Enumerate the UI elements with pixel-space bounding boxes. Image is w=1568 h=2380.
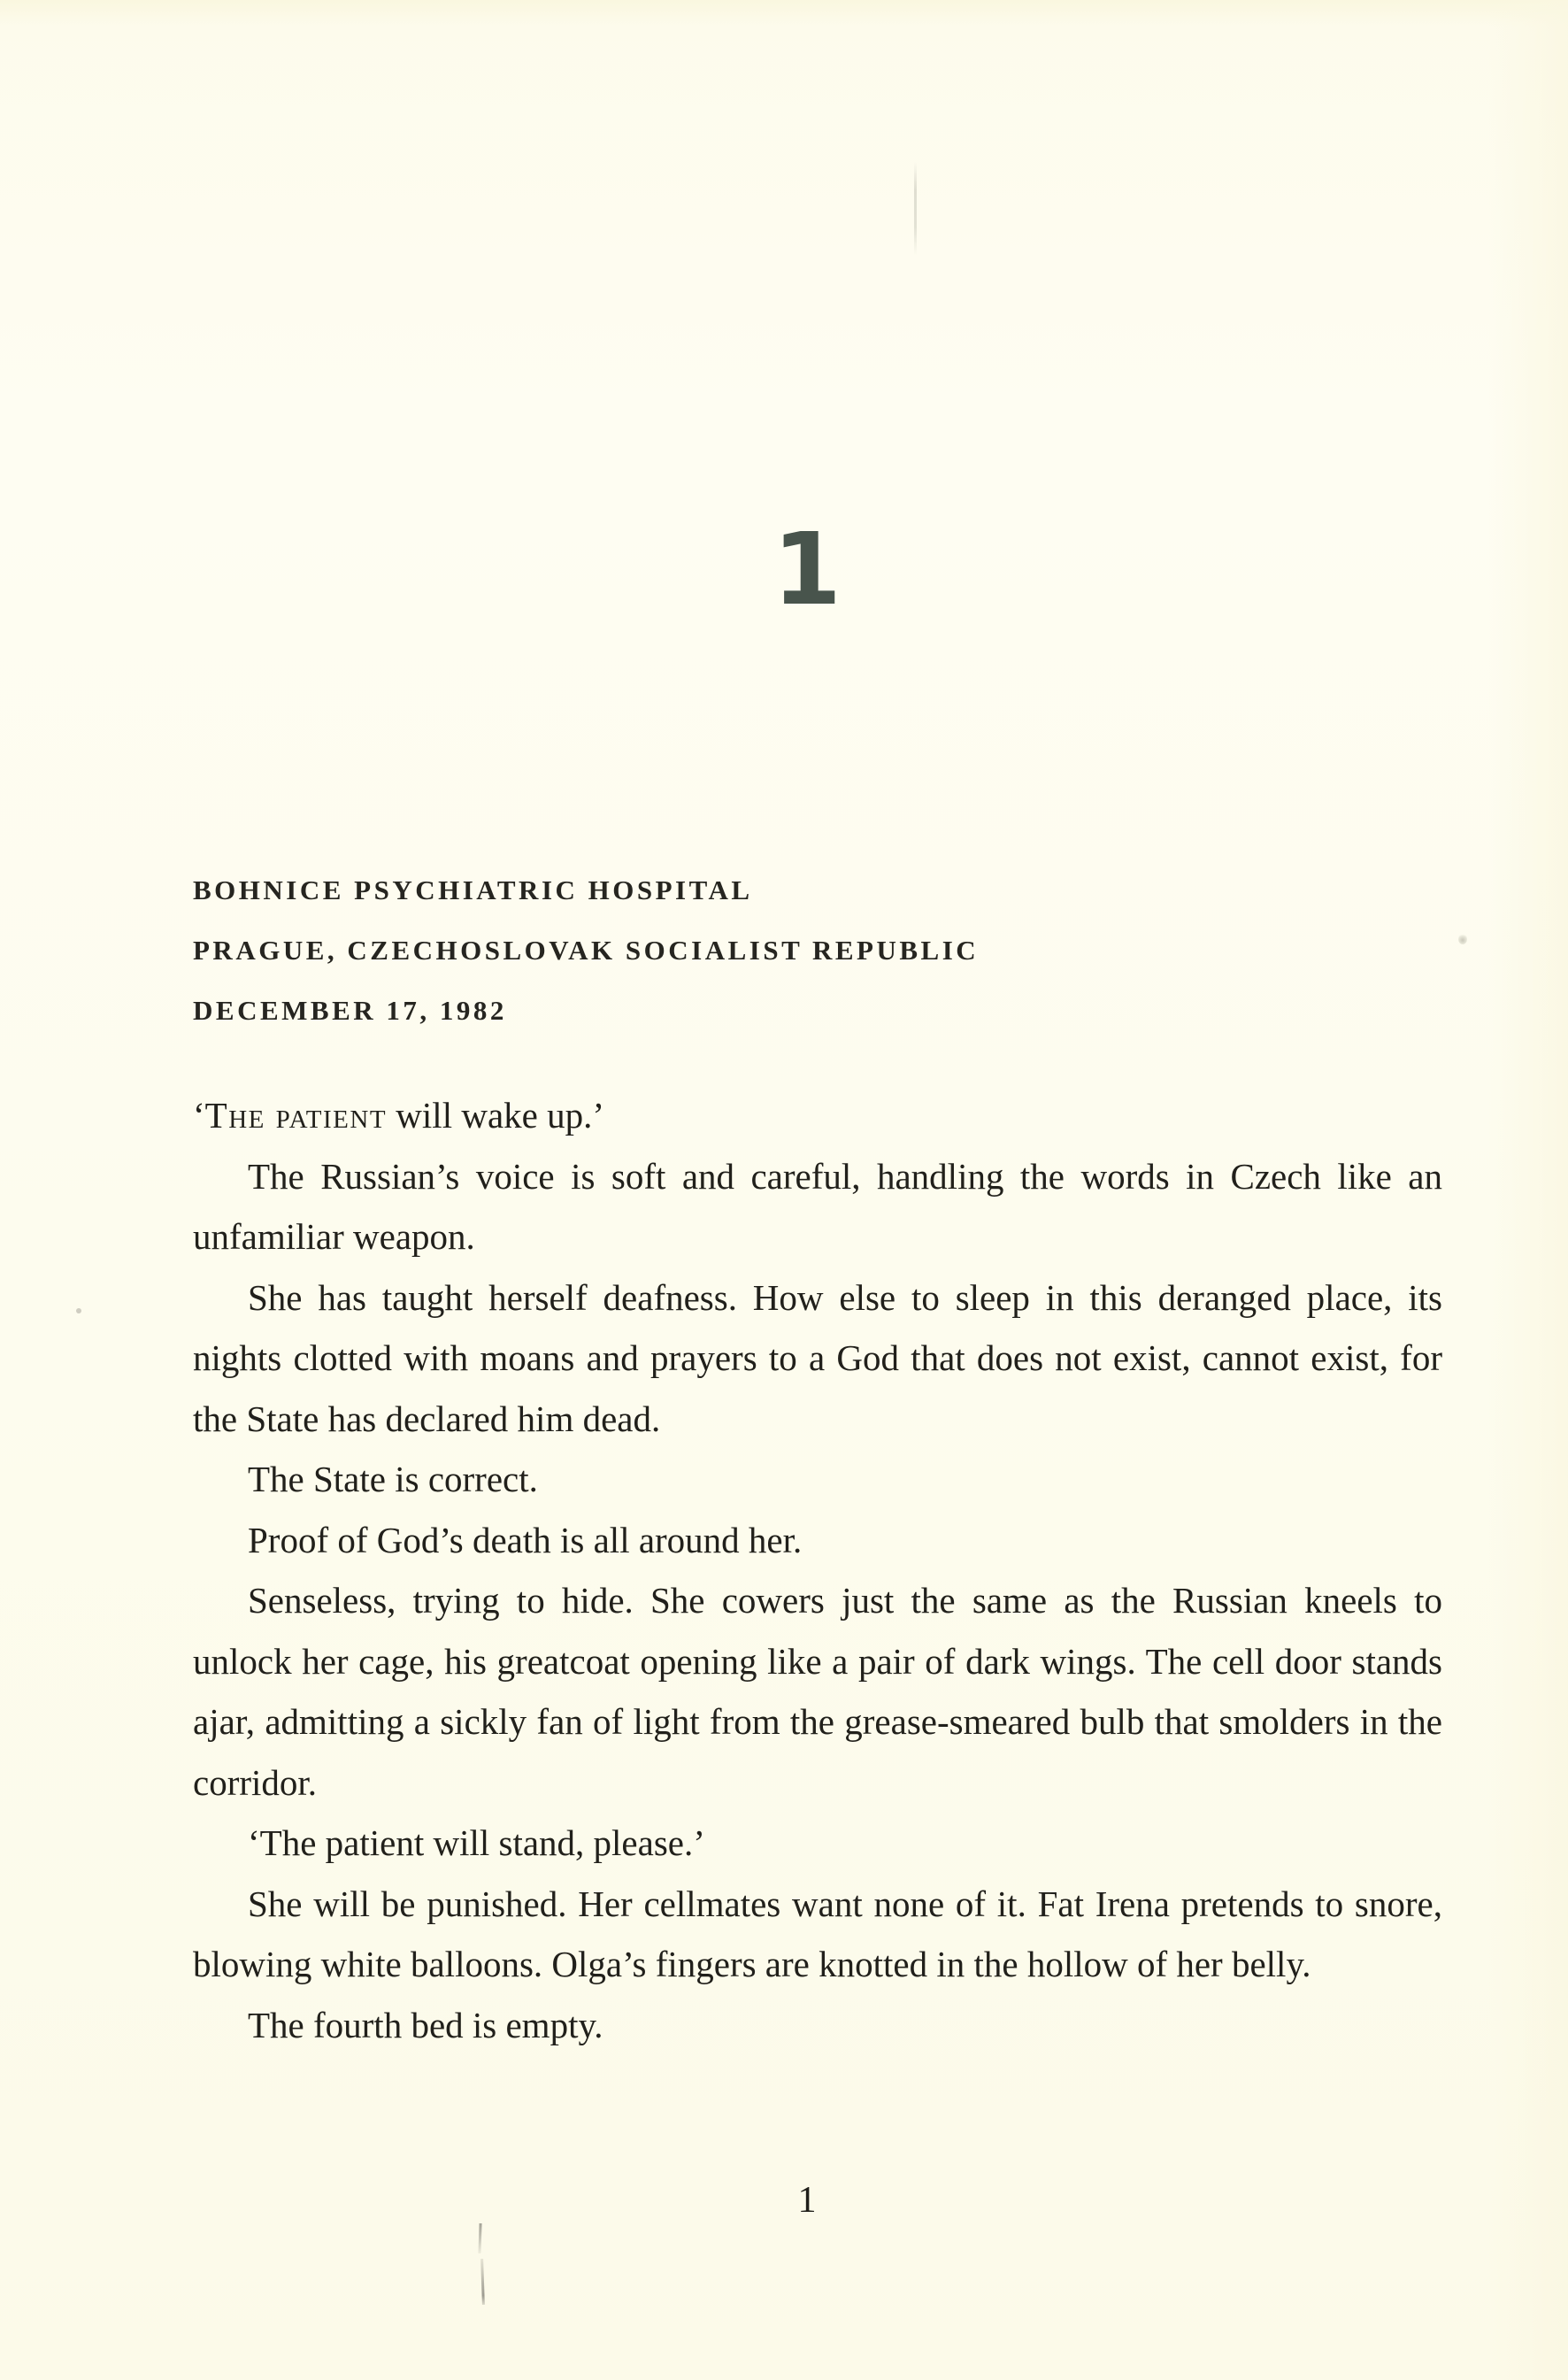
paragraph: Senseless, trying to hide. She cowers just the same as the Russian kneels to unlock her cage, his greatcoat opening like a pair of dark wings. The cell door stands ajar, admitting a sickly fan of light from the grease-smeared bulb that smolders in the corridor.: [193, 1580, 1442, 1803]
body-text-block: [193, 1085, 1442, 2055]
paragraph: The Russian’s voice is soft and careful, handling the words in Czech like an unfamiliar weapon.: [193, 1155, 1442, 1257]
paragraph: The State is correct.: [248, 1459, 538, 1499]
scan-tint-right: [1488, 0, 1568, 2380]
paragraph: She will be punished. Her cellmates want none of it. Fat Irena pretends to snore, blowing white balloons. Olga’s fingers are knotted in the hollow of her belly.: [193, 1883, 1442, 1984]
scan-scratch-artifact: [478, 2223, 481, 2253]
dateline-date: DECEMBER 17, 1982: [193, 995, 507, 1026]
paragraph: She has taught herself deafness. How else to sleep in this deranged place, its nights clotted with moans and prayers to a God that does not exist, cannot exist, for the State has declared him dead.: [193, 1276, 1442, 1439]
scan-speck-artifact: [1458, 934, 1467, 944]
dateline-city: PRAGUE, CZECHOSLOVAK SOCIALIST REPUBLIC: [193, 935, 980, 966]
scan-crease-artifact: [914, 162, 917, 255]
opening-quote-mark: ‘: [193, 1095, 205, 1136]
paragraph: Proof of God’s death is all around her.: [248, 1519, 803, 1560]
dateline-hospital: BOHNICE PSYCHIATRIC HOSPITAL: [193, 874, 753, 905]
dateline-block: [193, 860, 1442, 1041]
paragraph: The fourth bed is empty.: [248, 2004, 603, 2045]
paragraph: ‘The patient will stand, please.’: [248, 1822, 705, 1863]
scan-tint-top: [0, 0, 1568, 27]
opening-smallcaps: The patient: [204, 1095, 388, 1136]
scan-scratch-artifact: [480, 2259, 485, 2305]
chapter-number: 1: [772, 512, 842, 628]
opening-rest: will wake up.’: [387, 1095, 604, 1136]
scan-dot-artifact: [76, 1308, 81, 1313]
page-number: 1: [797, 2180, 817, 2221]
paragraph-opening: [193, 1085, 1442, 1146]
